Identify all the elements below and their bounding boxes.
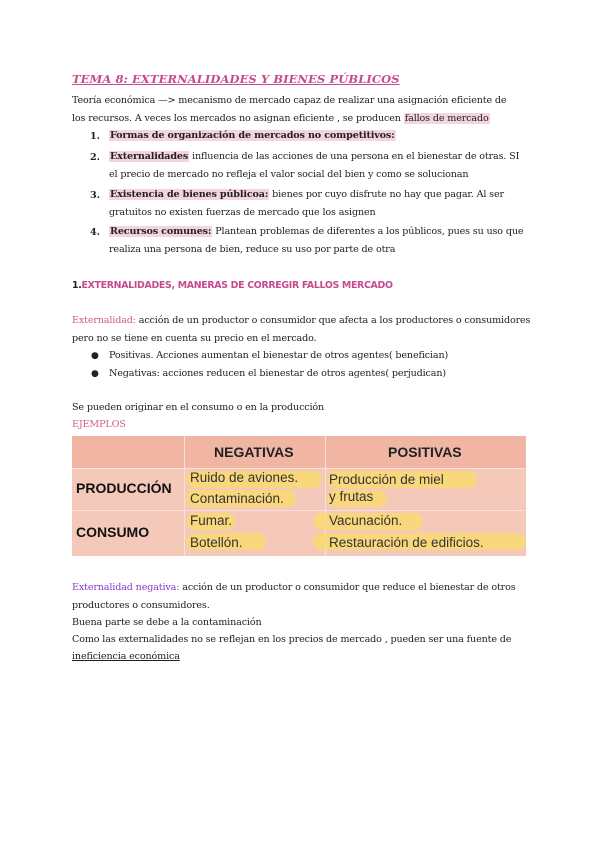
list-number: 2. — [90, 152, 101, 163]
list-item-continuation: el precio de mercado no refleja el valor social del bien y como se solucionan — [109, 169, 469, 180]
list-item — [109, 127, 396, 145]
list-number: 3. — [90, 190, 101, 201]
externalidad-def-line-2: pero no se tiene en cuenta su precio en el mercado. — [72, 333, 317, 344]
negativa-definition — [72, 579, 515, 597]
list-item — [109, 186, 504, 204]
list-number: 1. — [90, 131, 101, 142]
list-item-continuation: gratuitos no existen fuerzas de mercado que los asignen — [109, 207, 376, 218]
origen-text: Se pueden originar en el consumo o en la producción — [72, 402, 325, 413]
intro-line-1: Teoría económica —> mecanismo de mercado capaz de realizar una asignación eficiente de — [72, 95, 507, 106]
section-title: EXTERNALIDADES, MANERAS DE CORREGIR FALLOS MERCADO — [81, 280, 393, 291]
bullet-icon: ● — [91, 369, 99, 379]
table-cell: Ruido de aviones. — [190, 470, 299, 485]
negativa-line-3: Buena parte se debe a la contaminación — [72, 617, 262, 628]
negativa-def-text: acción de un productor o consumidor que reduce el bienestar de otros — [179, 582, 516, 593]
examples-table — [72, 436, 526, 556]
list-item-term: Existencia de bienes públicoa: — [110, 189, 269, 200]
ejemplos-label: EJEMPLOS — [72, 419, 126, 430]
list-item — [109, 148, 519, 166]
list-item-text: bienes por cuyo disfrute no hay que pagar. Al ser — [269, 189, 504, 200]
section-number: 1. — [72, 280, 82, 291]
negativa-line-4: Como las externalidades no se reflejan en los precios de mercado , pueden ser una fuente de — [72, 634, 512, 645]
row-label-produccion: PRODUCCIÓN — [76, 480, 172, 496]
negativa-def-line-2: productores o consumidores. — [72, 600, 210, 611]
table-header-positivas: POSITIVAS — [388, 444, 462, 460]
list-item — [109, 223, 523, 241]
list-item-text: Plantean problemas de diferentes a los públicos, pues su uso que — [212, 226, 524, 237]
table-cell: Vacunación. — [329, 513, 403, 528]
table-cell: Restauración de edificios. — [329, 535, 484, 550]
table-cell: Producción de miel — [329, 472, 444, 487]
list-item-text: influencia de las acciones de una persona en el bienestar de otras. SI — [189, 151, 520, 162]
intro-line-2-text: los recursos. A veces los mercados no asignan eficiente , se producen — [72, 113, 404, 124]
list-item-continuation: realiza una persona de bien, reduce su uso por parte de otra — [109, 244, 396, 255]
bullet-item-negativas: Negativas: acciones reducen el bienestar de otros agentes( perjudican) — [109, 368, 446, 379]
table-cell: Fumar. — [190, 513, 233, 528]
externalidad-def-text: acción de un productor o consumidor que afecta a los productores o consumidores — [135, 315, 531, 326]
externalidad-definition — [72, 312, 530, 330]
list-item-term: Externalidades — [110, 151, 189, 162]
list-number: 4. — [90, 227, 101, 238]
table-cell: Contaminación. — [190, 491, 284, 506]
ineficiencia-text: ineficiencia económica — [72, 651, 180, 662]
negativa-term: Externalidad negativa: — [72, 582, 180, 593]
list-item-term: Formas de organización de mercados no competitivos: — [110, 130, 395, 141]
table-cell: y frutas — [329, 489, 374, 504]
table-cell: Botellón. — [190, 535, 243, 550]
list-item-term: Recursos comunes: — [110, 226, 212, 237]
bullet-icon: ● — [91, 351, 99, 361]
fallos-mercado-highlight: fallos de mercado — [404, 113, 489, 124]
externalidad-term: Externalidad: — [72, 315, 136, 326]
section-heading — [72, 280, 393, 291]
page-title: TEMA 8: EXTERNALIDADES Y BIENES PÚBLICOS — [72, 72, 400, 86]
bullet-item-positivas: Positivas. Acciones aumentan el bienestar de otros agentes( benefician) — [109, 350, 449, 361]
table-header-negativas: NEGATIVAS — [214, 444, 294, 460]
intro-line-2 — [72, 110, 490, 128]
row-label-consumo: CONSUMO — [76, 524, 150, 540]
